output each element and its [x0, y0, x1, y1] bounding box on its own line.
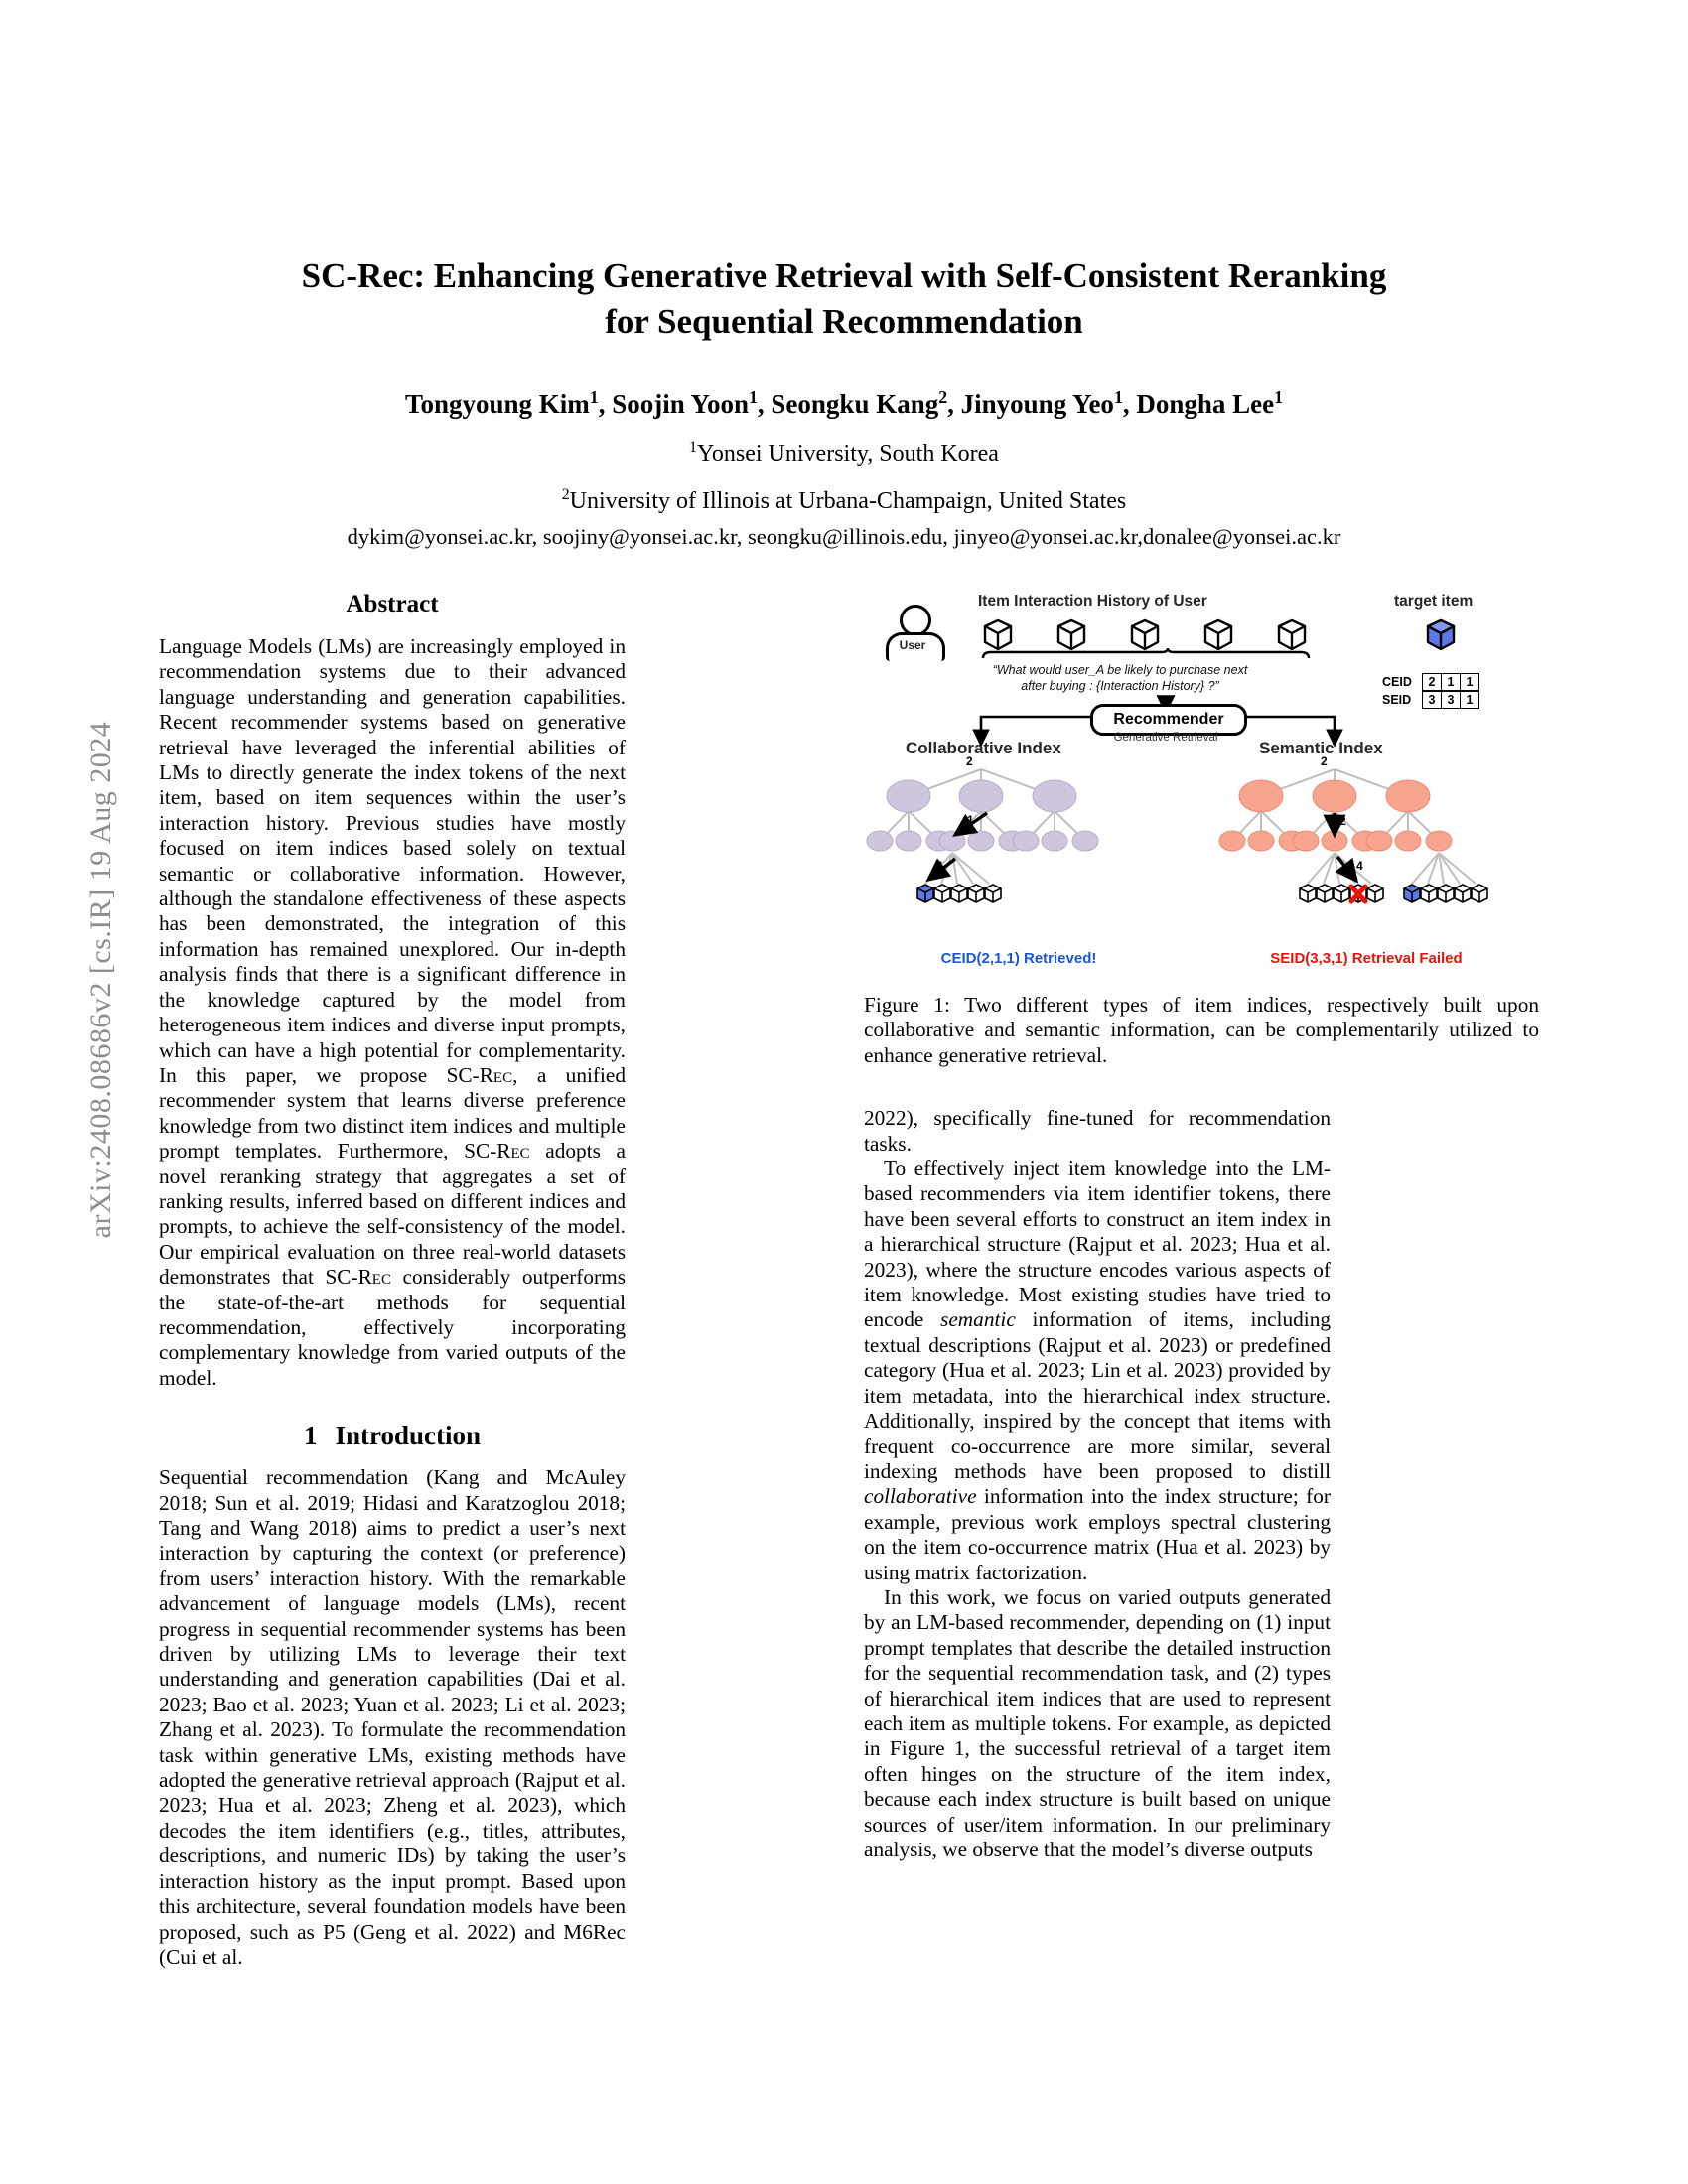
right-p2-emphasis-2: collaborative — [864, 1484, 977, 1509]
collaborative-index-label: Collaborative Index — [906, 739, 1061, 757]
title-line-1: SC-Rec: Enhancing Generative Retrieval with Self-Consistent Reranking — [301, 256, 1387, 295]
user-caption — [886, 634, 939, 656]
abstract-paragraph — [159, 634, 626, 1391]
right-column — [864, 591, 1539, 1862]
author: Seongku Kang — [771, 389, 939, 419]
history-label: Item Interaction History of User — [978, 593, 1207, 610]
right-p2-text-a: To effectively inject item knowledge into the LM-based recommenders via item identifier tokens, there have been several efforts to construct an item index in a hierarchical structure (Rajput et al. 2023; Hua et al. 2023), where the structure encodes various aspects of item knowledge. Most existing studies have tried to encode — [864, 1157, 1331, 1332]
author-affil-marker: 1 — [589, 387, 599, 407]
affiliation-1-marker: 1 — [689, 439, 697, 456]
semantic-index-label: Semantic Index — [1259, 739, 1383, 757]
affiliation-2-marker: 2 — [561, 486, 570, 503]
prompt-line-1: “What would user_A be likely to purchase next — [992, 663, 1248, 677]
author-list: Tongyoung Kim$^1$, Soojin Yoon$^1$, Seongku Kang$^2$, Jinyoung Yeo$^1$, Dongha Lee$^1$ — [404, 387, 1284, 419]
author: Soojin Yoon — [612, 389, 749, 419]
title-line-2: for Sequential Recommendation — [605, 302, 1083, 341]
user-label: User — [899, 638, 926, 652]
svg-text:2: 2 — [1321, 754, 1328, 768]
abstract-smallcaps-3: SC-Rec — [325, 1265, 391, 1290]
abstract-text-d: considerably outperforms the state-of-the-art methods for sequential recommendation, effectively incorporating complementary knowledge from varied outputs of the model. — [159, 1265, 626, 1390]
introduction-title: Introduction — [335, 1421, 482, 1451]
arxiv-stamp: arXiv:2408.08686v2 [cs.IR] 19 Aug 2024 — [84, 721, 117, 1239]
target-item-label: target item — [1394, 593, 1474, 610]
abstract-text-b: , a unified recommender system that learns diverse preference knowledge from two distinct item indices and multiple prompt templates. Furthermore, — [159, 1062, 627, 1163]
recommender-subtitle: Generative Retrieval — [1113, 732, 1218, 744]
affiliation-1 — [149, 433, 1539, 469]
author: Dongha Lee — [1136, 389, 1275, 419]
author-affil-marker: 1 — [749, 387, 758, 407]
figure-1-caption: Figure 1: Two different types of item indices, respectively built upon collaborative and semantic information, can be complementarily utilized to enhance generative retrieval. — [864, 993, 1539, 1067]
seid-cell: 3 — [1442, 692, 1461, 708]
left-column — [159, 591, 626, 1970]
author-affil-marker: 1 — [1113, 387, 1123, 407]
recommender-box: Recommender — [1090, 704, 1247, 736]
introduction-paragraph-1: Sequential recommendation (Kang and McAuley 2018; Sun et al. 2019; Hidasi and Karatzoglou 2018; Tang and Wang 2018) aims to predict a user’s next interaction by capturing the context (or preference) from users’ interaction history. With the remarkable advancement of language models (LMs), recent progress in sequential recommender systems has been driven by utilizing LMs to leverage their text understanding and generation capabilities (Dai et al. 2023; Bao et al. 2023; Yuan et al. 2023; Li et al. 2023; Zhang et al. 2023). To formulate the recommendation task within generative LMs, existing methods have adopted the generative retrieval approach (Rajput et al. 2023; Hua et al. 2023; Zheng et al. 2023), which decodes the item identifiers (e.g., titles, attributes, descriptions, and numeric IDs) by taking the user’s interaction history as the input prompt. Based upon this architecture, several foundation models have been proposed, such as P5 (Geng et al. 2022) and M6Rec (Cui et al. — [159, 1465, 626, 1969]
ceid-cell: 1 — [1442, 674, 1461, 690]
svg-text:2: 2 — [966, 754, 973, 768]
ceid-cells — [1422, 673, 1479, 691]
right-p2-emphasis-1: semantic — [940, 1307, 1016, 1332]
right-paragraph-2 — [864, 1157, 1331, 1585]
author-emails: dykim@yonsei.ac.kr, soojiny@yonsei.ac.kr, seongku@illinois.edu, jinyeo@yonsei.ac.kr,donalee@yonsei.ac.kr — [347, 524, 1341, 549]
right-paragraph-3: In this work, we focus on varied outputs generated by an LM-based recommender, depending on (1) input prompt templates that describe the detailed instruction for the sequential recommendation task, and (2) types of hierarchical item indices that are used to represent each item as multiple tokens. For example, as depicted in Figure 1, the successful retrieval of a target item often hinges on the structure of the item index, because each index structure is built based on unique sources of user/item information. In our preliminary analysis, we observe that the model’s diverse outputs — [864, 1584, 1331, 1861]
abstract-smallcaps-1: SC-Rec — [446, 1062, 513, 1087]
svg-text:1: 1 — [967, 813, 974, 827]
affiliation-2 — [149, 480, 1539, 516]
right-paragraph-1: 2022), specifically fine-tuned for recommendation tasks. — [864, 1106, 1331, 1156]
ceid-cell: 2 — [1423, 674, 1442, 690]
target-cube-icon — [1428, 620, 1454, 649]
figure-body-gap — [864, 1068, 1331, 1106]
seid-cells — [1422, 691, 1479, 709]
introduction-heading — [159, 1421, 626, 1451]
author-affil-marker: 1 — [1274, 387, 1284, 407]
author-affil-marker: 2 — [938, 387, 948, 407]
ceid-name: CEID — [1382, 675, 1412, 689]
figure-1 — [864, 591, 1539, 1068]
title-block — [149, 253, 1539, 552]
ceid-cell: 1 — [1466, 675, 1474, 689]
seid-name: SEID — [1382, 693, 1412, 707]
prompt-line-2: after buying : {Interaction History} ?” — [1021, 679, 1219, 693]
abstract-heading: Abstract — [346, 591, 439, 617]
right-p2-text-c: information into the index structure; for example, previous work employs spectral clustering on the item co-occurrence matrix (Hua et al. 2023) by using matrix factorization. — [864, 1484, 1331, 1584]
seid-cell: 1 — [1466, 693, 1474, 707]
svg-text:2: 2 — [1339, 814, 1346, 828]
figure-1-svg — [864, 591, 1539, 983]
abstract-smallcaps-2: SC-Rec — [464, 1139, 530, 1163]
seid-cell: 3 — [1423, 692, 1442, 708]
affiliation-2-text: University of Illinois at Urbana-Champaign, United States — [569, 488, 1127, 514]
abstract-text-c: adopts a novel reranking strategy that aggregates a set of ranking results, inferred based on different indices and prompts, to achieve the self-consistency of the model. Our empirical evaluation on three real-world datasets demonstrates that — [159, 1139, 626, 1290]
seid-row — [1382, 692, 1479, 708]
page-title — [149, 253, 1539, 344]
semantic-retrieval-result: SEID(3,3,1) Retrieval Failed — [1270, 950, 1463, 967]
figure-1-graphic — [864, 591, 1539, 983]
svg-text:1: 1 — [937, 859, 944, 873]
right-p2-text-b: information of items, including textual descriptions (Rajput et al. 2023) or predefined category (Hua et al. 2023; Lin et al. 2023) provided by item metadata, into the hierarchical index structure. Additionally, inspired by the concept that items with frequent co-occurrence are more similar, several indexing methods have been proposed to distill — [864, 1307, 1331, 1483]
introduction-number: 1 — [303, 1421, 318, 1451]
affiliation-1-text: Yonsei University, South Korea — [696, 441, 999, 467]
target-id-table — [1382, 674, 1479, 710]
author: Jinyoung Yeo — [960, 389, 1114, 419]
author: Tongyoung Kim — [404, 389, 590, 419]
abstract-text-a: Language Models (LMs) are increasingly employed in recommendation systems due to their advanced language understanding and generation capabilities. Recent recommender systems based on generative retrieval have leveraged the inferential abilities of LMs to directly generate the index tokens of the next item, based on item sequences within the user’s interaction history. Previous studies have mostly focused on item indices based solely on textual semantic or collaborative information. However, although the standalone effectiveness of these aspects has been demonstrated, the integration of this information has remained unexplored. Our in-depth analysis finds that there is a significant difference in the knowledge captured by the model from heterogeneous item indices and diverse input prompts, which can have a high potential for complementarity. In this paper, we propose — [159, 634, 626, 1087]
collaborative-retrieval-result: CEID(2,1,1) Retrieved! — [940, 950, 1097, 967]
svg-text:4: 4 — [1356, 859, 1363, 873]
ceid-row — [1382, 674, 1479, 690]
prompt-text — [971, 662, 1269, 694]
